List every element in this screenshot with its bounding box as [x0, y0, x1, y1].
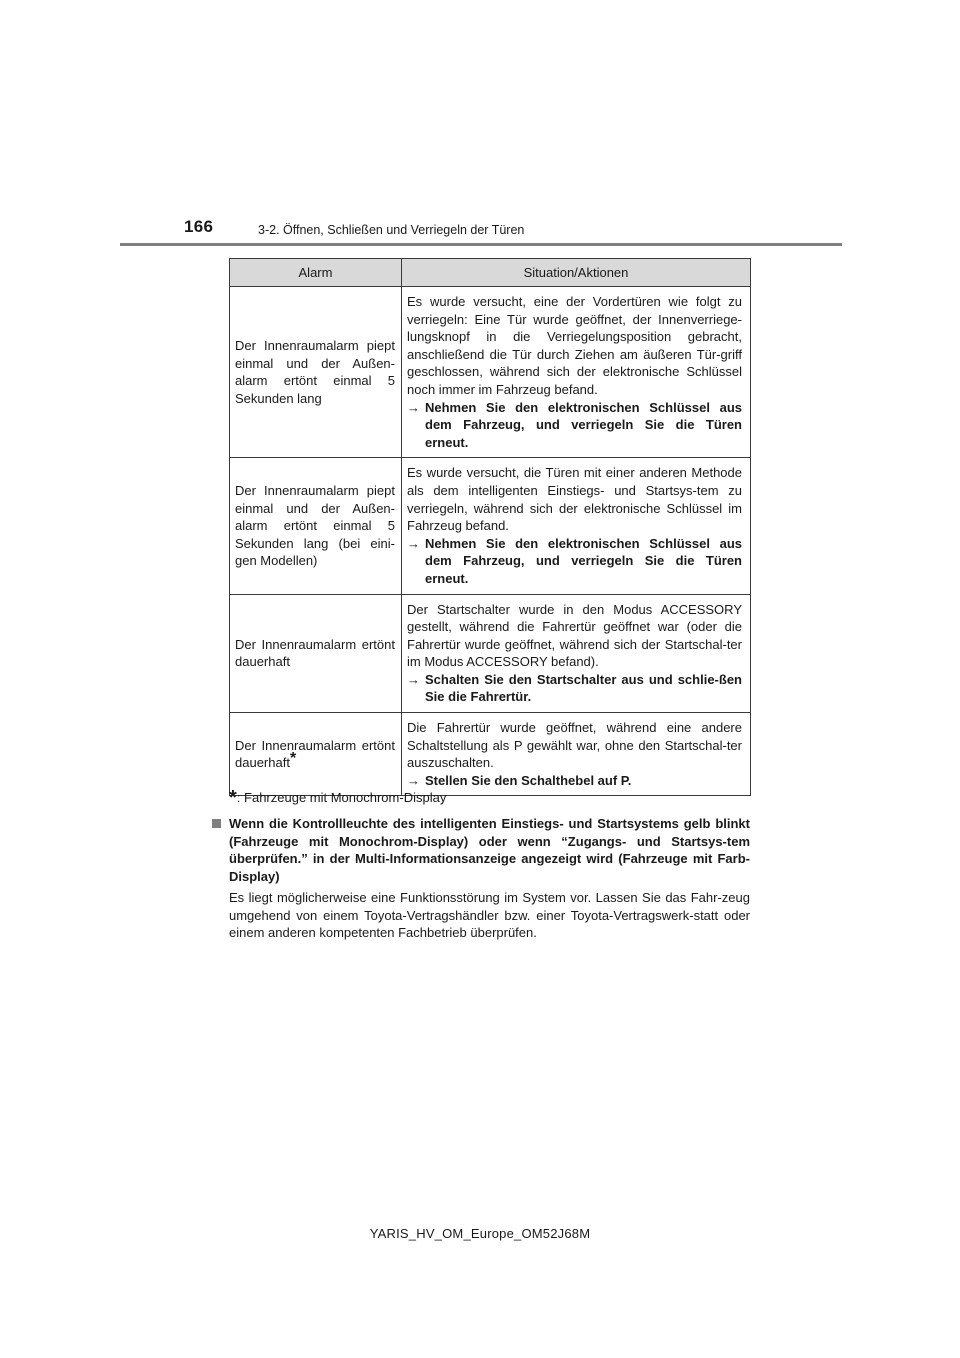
square-bullet-icon	[212, 819, 221, 828]
situation-text: Es wurde versucht, die Türen mit einer anderen Methode als dem intelligenten Einstiegs- und Startsys-tem zu verriegeln, während sich der elektronische Schlüssel im Fahrzeug befand.	[407, 465, 742, 534]
alarm-cell	[230, 713, 402, 796]
page-number: 166	[184, 217, 214, 236]
situation-text: Es wurde versucht, eine der Vordertüren wie folgt zu verriegeln: Eine Tür wurde geöffnet, der Innenverriege-lungsknopf in die Verriegelungsposition gebracht, anschließend die Tür durch Ziehen am äußeren Tür-griff geschlossen, während sich der elektronische Schlüssel noch immer im Fahrzeug befand.	[407, 294, 742, 397]
document-id: YARIS_HV_OM_Europe_OM52J68M	[369, 1226, 591, 1241]
situation-cell	[402, 287, 751, 458]
action-instruction	[407, 399, 742, 452]
situation-cell	[402, 458, 751, 594]
situation-text: Die Fahrertür wurde geöffnet, während eine andere Schaltstellung als P gewählt war, ohne den Startschal-ter auszuschalten.	[407, 720, 742, 771]
section-heading-text: Wenn die Kontrollleuchte des intelligenten Einstiegs- und Startsystems gelb blinkt (Fahrzeuge mit Monochrom-Display) oder wenn “Zugangs- und Startsys-tem überprüfen.” in der Multi-Informationsanzeige angezeigt wird (Fahrzeuge mit Farb-Display)	[229, 816, 750, 884]
action-instruction	[407, 535, 742, 588]
table-row	[230, 713, 751, 796]
table-row	[230, 287, 751, 458]
arrow-right-icon: →	[407, 399, 420, 415]
footnote-marker: *	[289, 750, 297, 768]
action-text: Stellen Sie den Schalthebel auf P.	[425, 772, 632, 788]
alarm-text: Der Innenraumalarm ertönt dauerhaft	[235, 737, 395, 771]
section-title: 3-2. Öffnen, Schließen und Verriegeln der Türen	[258, 223, 525, 237]
alarm-table	[229, 258, 751, 796]
column-header-alarm: Alarm	[230, 259, 402, 287]
action-instruction	[407, 671, 742, 706]
table-row	[230, 458, 751, 594]
footnote-text: : Fahrzeuge mit Monochrom-Display	[236, 790, 447, 805]
situation-cell	[402, 594, 751, 713]
action-instruction	[407, 772, 742, 790]
alarm-cell: Der Innenraumalarm piept einmal und der Außen-alarm ertönt einmal 5 Sekunden lang (bei eini-gen Modellen)	[230, 458, 402, 594]
arrow-right-icon: →	[407, 535, 420, 551]
column-header-situation: Situation/Aktionen	[402, 259, 751, 287]
section-heading	[212, 815, 750, 885]
alarm-cell: Der Innenraumalarm piept einmal und der Außen-alarm ertönt einmal 5 Sekunden lang	[230, 287, 402, 458]
action-text: Nehmen Sie den elektronischen Schlüssel aus dem Fahrzeug, und verriegeln Sie die Türen erneut.	[425, 399, 742, 450]
table-row	[230, 594, 751, 713]
table-header-row	[230, 259, 751, 287]
footnote	[229, 787, 446, 810]
action-text: Schalten Sie den Startschalter aus und schlie-ßen Sie die Fahrertür.	[425, 671, 742, 705]
header-divider	[120, 243, 842, 246]
arrow-right-icon: →	[407, 671, 420, 687]
footnote-marker: *	[229, 787, 237, 809]
situation-text: Der Startschalter wurde in den Modus ACCESSORY gestellt, während die Fahrertür geöffnet war (oder die Fahrertür wurde geöffnet, während sich der Startschal-ter im Modus ACCESSORY befand).	[407, 601, 742, 670]
arrow-right-icon: →	[407, 772, 420, 788]
action-text: Nehmen Sie den elektronischen Schlüssel aus dem Fahrzeug, und verriegeln Sie die Türen erneut.	[425, 535, 742, 586]
section-body: Es liegt möglicherweise eine Funktionsstörung im System vor. Lassen Sie das Fahr-zeug umgehend von einem Toyota-Vertragshändler bzw. einer Toyota-Vertragswerk-statt oder einem anderen kompetenten Fachbetrieb überprüfen.	[229, 890, 750, 941]
situation-cell	[402, 713, 751, 796]
alarm-cell: Der Innenraumalarm ertönt dauerhaft	[230, 594, 402, 713]
